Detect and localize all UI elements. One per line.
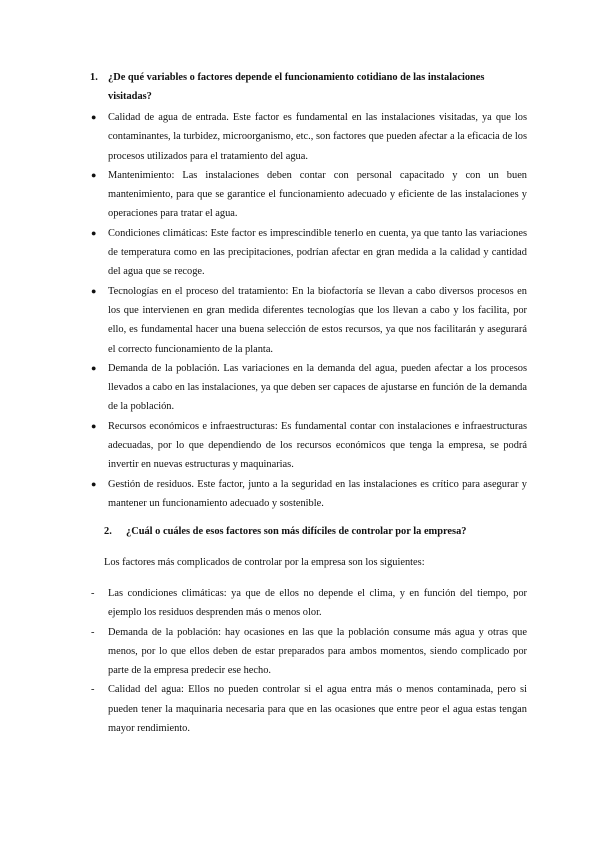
list-item (90, 584, 527, 623)
list-item (90, 108, 527, 166)
list-item (90, 359, 527, 417)
factors-list (90, 108, 527, 513)
list-item (90, 475, 527, 514)
bullet-icon: ● (91, 169, 97, 180)
dash-icon: - (91, 588, 95, 599)
factor-text: Condiciones climáticas: Este factor es imprescindible tenerlo en cuenta, ya que tanto las variaciones de temperatura como en las precipitaciones, podrían afectar en gran medida a la calidad y cantidad del agua que se recoge. (108, 227, 527, 278)
question-2-number: 2. (104, 526, 112, 537)
question-2-text: ¿Cuál o cuáles de esos factores son más difíciles de controlar por la empresa? (126, 526, 467, 537)
intro-paragraph: Los factores más complicados de controlar por la empresa son los siguientes: (104, 557, 425, 568)
list-item (90, 224, 527, 282)
factor-text: Demanda de la población. Las variaciones en la demanda del agua, pueden afectar a los procesos llevados a cabo en las instalaciones, ya que deben ser capaces de ajustarse en función de la demanda de la población. (108, 362, 527, 413)
list-item (90, 680, 527, 738)
list-item (90, 623, 527, 681)
bullet-icon: ● (91, 285, 97, 296)
difficult-factor-text: Las condiciones climáticas: ya que de ellos no depende el clima, y en función del tiempo, por ejemplo los residuos desprenden más o menos olor. (108, 588, 527, 619)
dash-icon: - (91, 626, 95, 638)
question-1-number: 1. (90, 72, 98, 83)
bullet-icon: ● (91, 362, 97, 373)
dash-icon: - (91, 684, 95, 696)
difficult-factors-list (90, 584, 527, 738)
difficult-factor-text: Demanda de la población: hay ocasiones en las que la población consume más agua y otras que menos, por lo que ellos deben de estar preparados para ambos momentos, siendo complicado por parte de la empresa predecir ese hecho. (108, 626, 527, 677)
difficult-factor-text: Calidad del agua: Ellos no pueden controlar si el agua entra más o menos contaminada, pero si pueden tener la maquinaria necesaria para que en las ocasiones que entre peor el agua estas tengan mayor rendimiento. (108, 684, 527, 735)
factor-text: Recursos económicos e infraestructuras: Es fundamental contar con instalaciones e infraestructuras adecuadas, por lo que dependiendo de los recursos económicos que tenga la empresa, se podrá invertir en nuevas estructuras y maquinarias. (108, 420, 527, 471)
bullet-icon: ● (91, 227, 97, 238)
bullet-icon: ● (91, 478, 97, 489)
bullet-icon: ● (91, 112, 97, 122)
factor-text: Gestión de residuos. Este factor, junto a la seguridad en las instalaciones es crítico para asegurar y mantener un funcionamiento adecuado y sostenible. (108, 478, 527, 509)
factor-text: Mantenimiento: Las instalaciones deben contar con personal capacitado y con un buen mantenimiento, para que se garantice el funcionamiento adecuado y eficiente de las instalaciones y operaciones para tratar el agua. (108, 169, 527, 220)
factor-text: Tecnologías en el proceso del tratamiento: En la biofactoría se llevan a cabo diversos procesos en los que intervienen en gran medida diferentes tecnologías que los llevan a cabo y los facilita, por ello, es fundamental hacer una buena selección de estos recursos, ya que nos facilitarán y asegurará el correcto funcionamiento de la planta. (108, 285, 527, 355)
bullet-icon: ● (91, 420, 97, 431)
question-2-heading (104, 522, 524, 541)
factor-text: Calidad de agua de entrada. Este factor es fundamental en las instalaciones visitadas, ya que los contaminantes, la turbidez, microorganismo, etc., son factores que pueden afectar a la eficacia de los procesos utilizados para el tratamiento del agua. (108, 112, 527, 162)
list-item (90, 417, 527, 475)
list-item (90, 166, 527, 224)
list-item (90, 282, 527, 359)
question-1-heading (90, 68, 510, 107)
question-1-text: ¿De qué variables o factores depende el funcionamiento cotidiano de las instalaciones visitadas? (108, 72, 485, 103)
